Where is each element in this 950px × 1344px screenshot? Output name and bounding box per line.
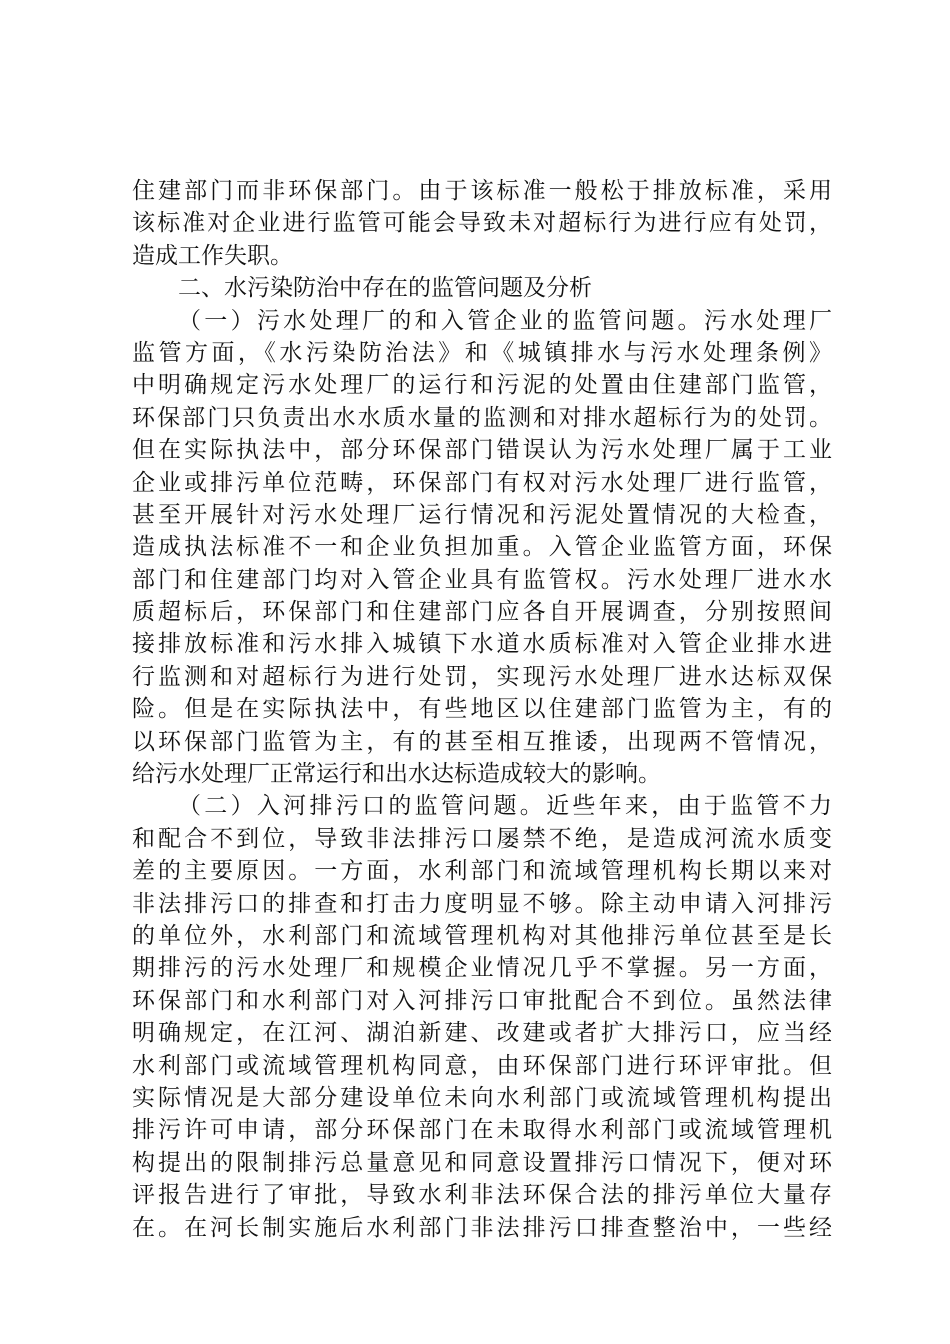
text-line: 实际情况是大部分建设单位未向水利部门或流域管理机构提出 <box>132 1084 832 1111</box>
text-line: 构提出的限制排污总量意见和同意设置排污口情况下，便对环 <box>132 1149 832 1176</box>
text-line: 评报告进行了审批，导致水利非法环保合法的排污单位大量存 <box>132 1182 832 1209</box>
text-line: 给污水处理厂正常运行和出水达标造成较大的影响。 <box>132 761 661 788</box>
text-line: 质超标后，环保部门和住建部门应各自开展调查，分别按照间 <box>132 599 832 626</box>
paragraph-first-line: （二）入河排污口的监管问题。近些年来，由于监管不力 <box>178 793 832 820</box>
text-line: 和配合不到位，导致非法排污口屡禁不绝，是造成河流水质变 <box>132 825 832 852</box>
text-line: 环保部门和水利部门对入河排污口审批配合不到位。虽然法律 <box>132 987 832 1014</box>
text-line: 中明确规定污水处理厂的运行和污泥的处置由住建部门监管， <box>132 372 832 399</box>
text-line: 以环保部门监管为主，有的甚至相互推诿，出现两不管情况， <box>132 728 832 755</box>
text-line: 企业或排污单位范畴，环保部门有权对污水处理厂进行监管， <box>132 469 832 496</box>
text-line: 造成工作失职。 <box>132 242 293 269</box>
text-line: 住建部门而非环保部门。由于该标准一般松于排放标准，采用 <box>132 178 832 204</box>
text-line: 非法排污口的排查和打击力度明显不够。除主动申请入河排污 <box>132 890 832 917</box>
section-heading: 二、水污染防治中存在的监管问题及分析 <box>178 275 592 302</box>
text-line: 的单位外，水利部门和流域管理机构对其他排污单位甚至是长 <box>132 922 832 949</box>
text-line: 部门和住建部门均对入管企业具有监管权。污水处理厂进水水 <box>132 566 832 593</box>
text-line: 甚至开展针对污水处理厂运行情况和污泥处置情况的大检查， <box>132 501 832 528</box>
paragraph-first-line: （一）污水处理厂的和入管企业的监管问题。污水处理厂 <box>178 307 832 334</box>
text-line: 排污许可申请，部分环保部门在未取得水利部门或流域管理机 <box>132 1117 832 1144</box>
text-line: 行监测和对超标行为进行处罚，实现污水处理厂进水达标双保 <box>132 663 832 690</box>
text-line: 环保部门只负责出水水质水量的监测和对排水超标行为的处罚。 <box>132 404 832 431</box>
text-line: 差的主要原因。一方面，水利部门和流域管理机构长期以来对 <box>132 858 832 885</box>
text-line: 险。但是在实际执法中，有些地区以住建部门监管为主，有的 <box>132 696 832 723</box>
text-line: 明确规定，在江河、湖泊新建、改建或者扩大排污口，应当经 <box>132 1020 832 1047</box>
text-line: 接排放标准和污水排入城镇下水道水质标准对入管企业排水进 <box>132 631 832 658</box>
text-line: 造成执法标准不一和企业负担加重。入管企业监管方面，环保 <box>132 534 832 561</box>
text-line: 但在实际执法中，部分环保部门错误认为污水处理厂属于工业 <box>132 437 832 464</box>
text-line: 该标准对企业进行监管可能会导致未对超标行为进行应有处罚， <box>132 210 832 237</box>
text-line: 在。在河长制实施后水利部门非法排污口排查整治中，一些经 <box>132 1214 832 1241</box>
body-text <box>132 175 832 1244</box>
text-line: 期排污的污水处理厂和规模企业情况几乎不掌握。另一方面， <box>132 955 832 982</box>
text-line: 水利部门或流域管理机构同意，由环保部门进行环评审批。但 <box>132 1052 832 1079</box>
text-line: 监管方面，《水污染防治法》和《城镇排水与污水处理条例》 <box>132 339 832 366</box>
